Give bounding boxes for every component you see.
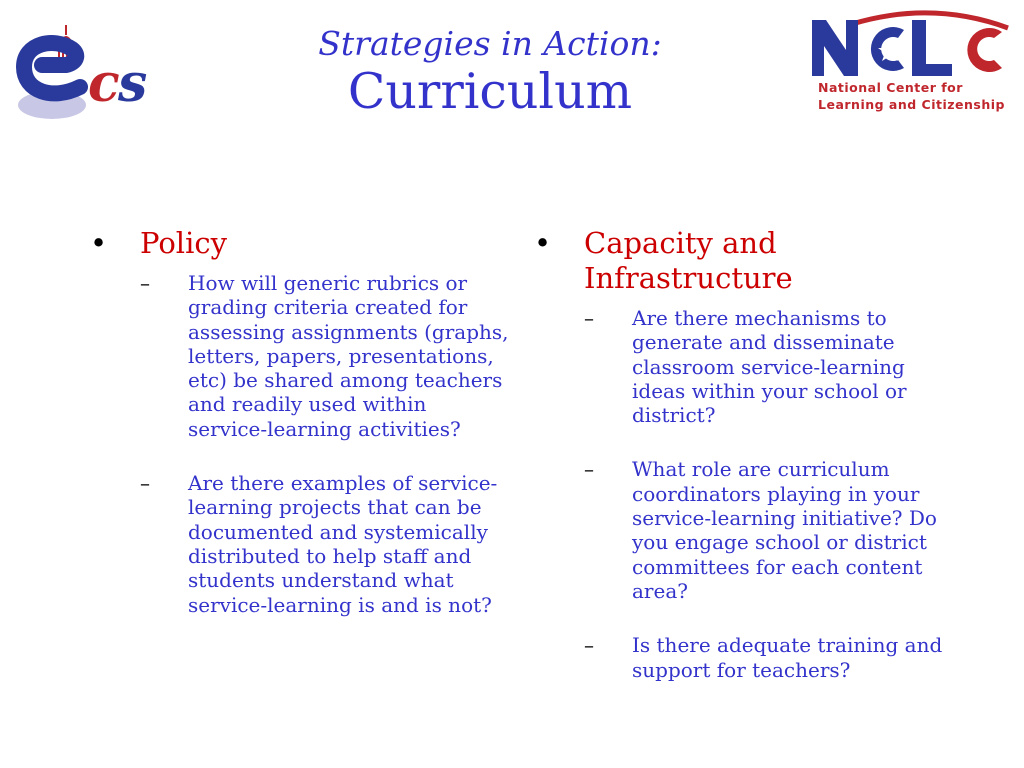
- ecs-logo: [2, 5, 164, 125]
- dash-marker: –: [140, 471, 150, 496]
- bullet-dot: •: [534, 226, 552, 260]
- dash-marker: –: [584, 457, 594, 482]
- bullet-policy: [90, 226, 510, 261]
- nclc-tagline-line-2: Learning and Citizenship: [818, 97, 1005, 112]
- sub-bullet: [534, 457, 954, 603]
- nclc-tagline: [818, 79, 1008, 113]
- bullet-heading: Capacity and Infrastructure: [584, 226, 793, 295]
- slide-main-title: Curriculum: [347, 63, 633, 120]
- left-column: [90, 226, 510, 617]
- sub-bullet-text: What role are curriculum coordinators playing in your service-learning initiative? Do you engage school or district committees for each content area?: [632, 457, 937, 603]
- sub-bullet: [90, 271, 510, 441]
- sub-bullet: [534, 633, 954, 682]
- dash-marker: –: [584, 633, 594, 658]
- right-column: [534, 226, 954, 682]
- bullet-heading: Policy: [140, 226, 227, 260]
- bullet-dot: •: [90, 226, 108, 260]
- dash-marker: –: [140, 271, 150, 295]
- svg-text:s: s: [118, 53, 148, 114]
- sub-bullet: [534, 306, 954, 427]
- sub-bullet: [90, 471, 510, 617]
- bullet-capacity: [534, 226, 954, 296]
- dash-marker: –: [584, 306, 594, 330]
- sub-bullet-text: Are there examples of service-learning projects that can be documented and systemically distributed to help staff and students understand what service-learning is and is not?: [188, 471, 498, 617]
- sub-bullet-text: Are there mechanisms to generate and disseminate classroom service-learning ideas within your school or district?: [632, 306, 907, 428]
- nclc-tagline-line-1: National Center for: [818, 80, 963, 95]
- slide-title: [250, 24, 730, 120]
- svg-text:c: c: [88, 53, 120, 114]
- sub-bullet-text: Is there adequate training and support for teachers?: [632, 633, 943, 682]
- slide-subtitle: Strategies in Action:: [318, 24, 662, 63]
- sub-bullet-text: How will generic rubrics or grading criteria created for assessing assignments (graphs, letters, papers, presentations, etc) be shared among teachers and readily used within service-learning activities?: [188, 271, 509, 441]
